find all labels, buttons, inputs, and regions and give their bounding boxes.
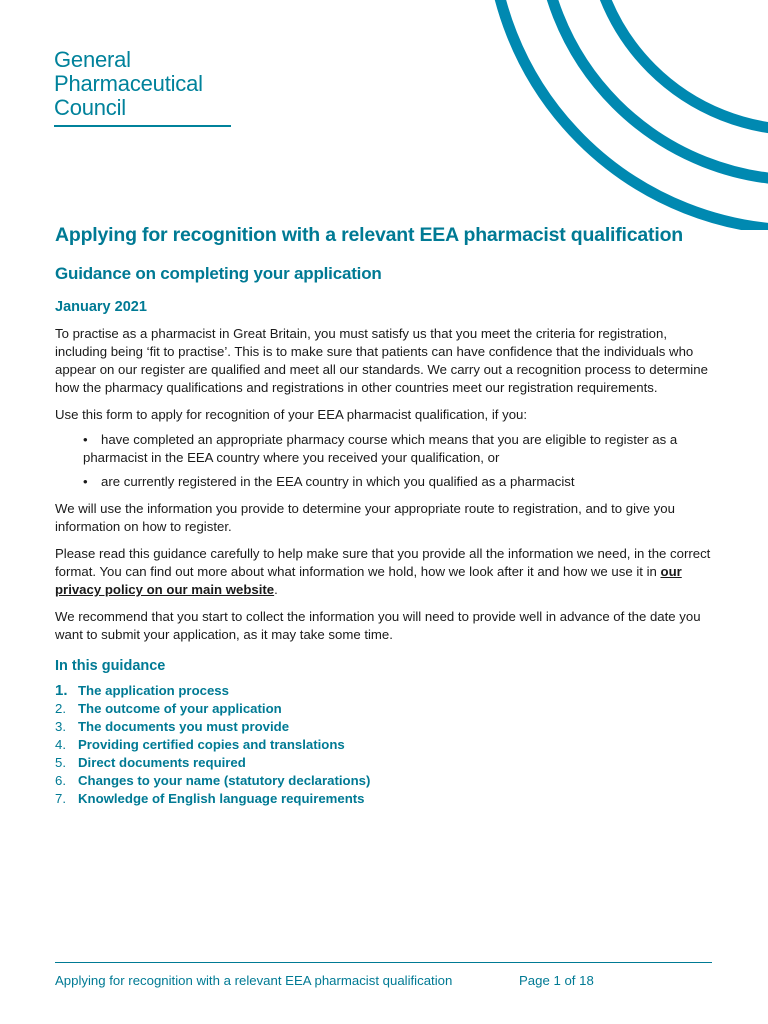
recommend-paragraph: We recommend that you start to collect the information you will need to provide well in advance of the date you want to submit your application, as it may take some time. (55, 609, 701, 642)
bullet-icon: • (83, 432, 88, 447)
read-guidance-paragraph (55, 545, 715, 599)
document-title: Applying for recognition with a relevant EEA pharmacist qualification (55, 224, 683, 246)
document-body (55, 222, 715, 808)
logo-line-1: General (54, 47, 131, 72)
toc-label[interactable]: Changes to your name (statutory declarations) (78, 773, 371, 788)
intro-paragraph: To practise as a pharmacist in Great Britain, you must satisfy us that you meet the criteria for registration, including being ‘fit to practise’. This is to make sure that patients can have confidence that the individuals who appear on our register are qualified and meet all our standards. We carry out a recognition process to determine how the pharmacy qualifications and registrations in other countries meet our registration requirements. (55, 326, 708, 395)
use-info-paragraph: We will use the information you provide to determine your appropriate route to registration, and to give you information on how to register. (55, 501, 675, 534)
toc-number: 1. (55, 682, 68, 699)
toc-label[interactable]: Providing certified copies and translations (78, 737, 345, 752)
toc-item-4[interactable] (55, 736, 715, 754)
bullet-text: have completed an appropriate pharmacy course which means that you are eligible to register as a pharmacist in the EEA country where you received your qualification, or (83, 432, 678, 465)
toc-number: 2. (55, 701, 66, 716)
toc-label[interactable]: The application process (78, 683, 229, 698)
footer-divider (55, 962, 712, 963)
page-footer (55, 972, 594, 990)
logo-line-2: Pharmaceutical (54, 71, 203, 96)
footer-title: Applying for recognition with a relevant EEA pharmacist qualification (55, 973, 453, 988)
toc-label[interactable]: Direct documents required (78, 755, 246, 770)
document-subtitle: Guidance on completing your application (55, 264, 382, 283)
privacy-policy-link[interactable]: our privacy policy on our main website (55, 564, 682, 597)
toc-item-7[interactable] (55, 790, 715, 808)
toc-number: 4. (55, 737, 66, 752)
toc-label[interactable]: The documents you must provide (78, 719, 290, 734)
toc-item-1[interactable] (55, 682, 715, 700)
toc-heading: In this guidance (55, 658, 166, 674)
toc-item-6[interactable] (55, 772, 715, 790)
use-form-paragraph: Use this form to apply for recognition of your EEA pharmacist qualification, if you: (55, 407, 528, 422)
toc-item-5[interactable] (55, 754, 715, 772)
logo-underline (54, 125, 231, 127)
document-date: January 2021 (55, 299, 147, 315)
list-item (55, 473, 715, 491)
toc-label[interactable]: The outcome of your application (78, 701, 282, 716)
bullet-text: are currently registered in the EEA country in which you qualified as a pharmacist (101, 474, 575, 489)
toc-item-3[interactable] (55, 718, 715, 736)
toc-number: 3. (55, 719, 66, 734)
period: . (274, 582, 278, 597)
page-number: Page 1 of 18 (519, 973, 594, 988)
bullet-icon: • (83, 474, 88, 489)
table-of-contents (55, 682, 715, 808)
toc-number: 5. (55, 755, 66, 770)
toc-item-2[interactable] (55, 700, 715, 718)
gphc-logo (54, 48, 203, 120)
eligibility-list (55, 431, 715, 491)
logo-line-3: Council (54, 95, 126, 120)
toc-label[interactable]: Knowledge of English language requirements (78, 791, 365, 806)
toc-number: 6. (55, 773, 66, 788)
list-item (55, 431, 715, 467)
toc-number: 7. (55, 791, 66, 806)
read-guidance-text: Please read this guidance carefully to help make sure that you provide all the information we need, in the correct format. You can find out more about what information we hold, how we look after it and how we use it in (55, 546, 711, 579)
